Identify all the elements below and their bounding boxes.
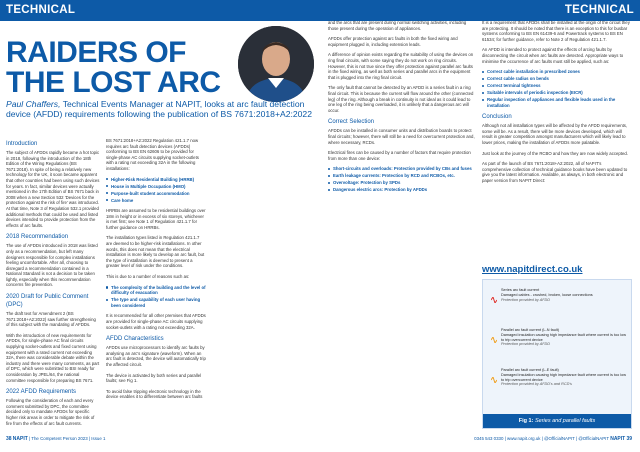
bullet-item: Care home	[106, 198, 206, 204]
paragraph: Just look at the journey of the RCBO and how they are now widely accepted.	[482, 150, 628, 156]
bullet-item: Correct terminal tightness	[482, 83, 630, 89]
section-heading: Introduction	[6, 141, 38, 147]
napit-direct-link[interactable]: www.napitdirect.co.uk	[482, 264, 583, 275]
paragraph: BS 7671:2018+A2:2022 Regulation 421.1.7 now requires arc fault detection devices (AFDDs) conforming to BS EN 62606 to be provided for single-phase AC circuits supplying socket-outlets with a rating not exceeding 32A in the following installations:	[106, 138, 199, 171]
page-footer: 0345 543 0330 | www.napit.org.uk | @OfficialNAPIT | @OfficialNAPIT NAPIT 39	[474, 436, 632, 442]
figure-row: Series arc fault current Damaged cables - crushed, broken, loose connections Protection provided by AFDD	[501, 288, 593, 302]
paragraph: The subject of AFDDs rapidly became a hot topic in 2018, following the introduction of the 18th Edition of the Wiring Regulations (BS 7671:2018). In spite of being a relatively new technology for the UK, it soon became apparent that other countries had been using such devices for years. In fact, similar devices were actually mentioned in the 17th Edition of BS 7671 back in 2008 when a new Section 532 'Devices for the protection against the risk of fire' was introduced. At that time, Note 3 of Regulation 532.1 provided additional methods that could be used and listed devices intended to provide protection from the effects of arc faults.	[6, 150, 100, 228]
paragraph: Following the consideration of each and every comment submitted by DPC, the committee decided only to mandate AFDDs for specific higher risk areas in order to mitigate the risk of fire from the effects of arc fault currents.	[6, 398, 95, 426]
paragraph: AFDDs use microprocessors to identify arc faults by analysing an arc's signature (waveform). When an arc fault is detected, the device will automatically trip the affected circuit.	[106, 345, 206, 367]
text-column-1	[6, 138, 100, 431]
bullet-list	[106, 177, 206, 204]
author-portrait-icon	[238, 26, 314, 102]
section-heading: Conclusion	[482, 114, 512, 121]
section-banner: TECHNICAL	[320, 0, 640, 21]
bullet-item: Suitable intervals of periodic inspection (EICR)	[482, 90, 630, 96]
text-column-3	[328, 20, 476, 198]
figure-row: Parallel arc fault current (L-E fault) Damaged insulation causing high impedance fault where current is too low to trip overcurrent device Protection provided by AFDD's and RCD's	[501, 368, 626, 387]
bullet-item: The type and capability of each user having been considered	[106, 297, 206, 308]
bullet-item: Higher-Risk Residential Building (HRRB)	[106, 177, 206, 183]
paragraph: The only fault that cannot be detected by an AFDD is a series fault in a ring final circuit. This is because the current will flow around the other (connected leg) of the ring. Although a break in continuity is not ideal as it could lead to one leg of the ring being overloaded, it is unlikely that a dangerous arc will occur.	[328, 85, 474, 113]
web-link[interactable]: www.napit.org.uk	[507, 436, 541, 441]
twitter-link[interactable]: @OfficialNAPIT	[544, 436, 575, 441]
page-footer: 38 NAPIT | The Competent Person 2023 | Issue 1	[6, 436, 106, 442]
napit-direct-link-wrap	[482, 265, 630, 273]
bullet-list	[482, 69, 630, 108]
paragraph: Electrical fires can be caused by a number of factors that require protection from more than one device:	[328, 150, 471, 161]
paragraph: The use of AFDDs introduced in 2018 was listed only as a recommendation, but left many designers responsible for complex installations feeling uncomfortable. After all, choosing to disregard a recommendation contained in a National Standard is not a decision to be taken lightly, especially when this recommendation concerns fire prevention.	[6, 243, 98, 288]
paragraph: HRRBs are assumed to be residential buildings over 18m in height or in excess of six storeys, whichever is met first; see Note 1 of Regulation 421.1.7 for further guidance on HRRBs.	[106, 208, 206, 230]
paragraph: It is a requirement that AFDDs shall be installed at the origin of the circuit they are protecting. It should be noted that there is an exception to this for busbar systems conforming to BS EN 61439-6 and Powertrack systems to BS EN 61534; for further guidance, refer to Note 2 of Regulation 421.1.7.	[482, 20, 630, 42]
section-heading: 2018 Recommendation	[6, 234, 69, 241]
paragraph: This is due to a number of reasons such as:	[106, 274, 190, 280]
parallel-ln-fault-legend-icon	[491, 330, 497, 336]
paragraph: and the arcs that are present during normal switching activities, including those present during the operation of appliances.	[328, 20, 467, 31]
paragraph: The installation types listed in Regulation 421.1.7 are deemed to be higher-risk installations. In other words, this does not mean that the electrical installation is more likely to develop an arc fault, but the type of installation is deemed to present a greater level of risk under the conditions.	[106, 235, 205, 269]
paragraph: Although not all installation types will be affected by the AFDD requirements, some will be. As a result, there will be more devices developed, which will result in greater competition amongst manufacturers which will likely lead to lower prices, making the installation of AFDDs more palatable.	[482, 123, 628, 146]
bullet-item: Overvoltage: Protection by SPDs	[328, 180, 476, 186]
text-column-2	[106, 138, 206, 405]
bullet-item: Correct cable installation in prescribed zones	[482, 69, 630, 75]
paragraph: To avoid false tripping electronic technology in the device enables it to differentiate between arc faults	[106, 388, 203, 400]
bullet-item: Short-circuits and overloads: Protection provided by CBs and fuses	[328, 166, 476, 172]
bullet-item: Earth leakage currents: Protection by RCD and RCBOs, etc.	[328, 173, 476, 179]
bullet-list	[328, 166, 476, 193]
paragraph: It is recommended for all other premises that AFDDs are provided for single-phase AC circuits supplying socket-outlets with a rating not exceeding 32A.	[106, 313, 206, 330]
paragraph: With the introduction of new requirements for AFDDs, for single-phase AC final circuits supplying socket-outlets and fixed current using equipment with a rated current not exceeding 32A, there was considerable debate within the industry and there were many comments, as part of DPC, which were submitted to BSI ready for consideration by JPEL/64, the national committee responsible for preparing BS 7671.	[6, 332, 100, 383]
paragraph: The draft text for Amendment 2 (BS 7671:2018+A2:2022) saw further strengthening of this subject with the mandating of AFDDs.	[6, 311, 96, 328]
section-heading: 2022 AFDD Requirements	[6, 389, 77, 396]
bullet-item: House in Multiple Occupation (HMO)	[106, 184, 206, 190]
figure-caption: Fig 1: Series and parallel faults	[483, 414, 631, 428]
parallel-le-fault-legend-icon	[491, 370, 497, 376]
bullet-item: Dangerous electric arcs: Protection by AFDDs	[328, 187, 476, 193]
paragraph: AFDDs offer protection against arc faults in both the fixed wiring and equipment plugged in, including extension leads.	[328, 36, 458, 47]
series-fault-legend-icon	[491, 290, 497, 296]
paragraph: An AFDD is intended to protect against the effects of arcing faults by disconnecting the circuit when arc faults are detected. Appropriate ways to minimise the occurrence of arc faults must still be applied, such as:	[482, 47, 624, 64]
section-banner: TECHNICAL	[0, 0, 320, 21]
right-page	[320, 0, 640, 452]
paragraph: As part of the launch of BS 7671:2018+A2:2022, all of NAPIT's comprehensive collection of technical guidance books have been updated to give you the latest information. Available, as always, in both electronic and paper version from NAPIT Direct:	[482, 161, 628, 184]
figure-row: Parallel arc fault current (L-N fault) Damaged insulation causing high impedance fault where current is too low to trip overcurrent device Protection provided by AFDD	[501, 328, 626, 347]
author-photo	[238, 26, 314, 102]
bullet-list	[106, 285, 206, 309]
text-column-4	[482, 20, 630, 189]
article-intro: Paul Chaffers, Technical Events Manager at NAPIT, looks at arc fault detection device (AFDD) requirements following the publication of BS 7671:2018+A2:2022	[6, 99, 312, 119]
article-title: RAIDERS OF THE LOST ARC	[6, 36, 221, 99]
bullet-item: Correct cable radius on bends	[482, 76, 630, 82]
section-heading: AFDD Characteristics	[106, 336, 164, 343]
paragraph: AFDDs can be installed in consumer units and distribution boards to protect final circuits; however, there will still be a need for overcurrent protection and, where necessary, RCDs.	[328, 128, 475, 145]
bullet-item: The complexity of the building and the level of difficulty of evacuation	[106, 285, 206, 296]
section-heading: Correct Selection	[328, 119, 375, 126]
paragraph: A difference of opinion exists regarding the suitability of using the devices on ring final circuits, with some saying they do not work on ring circuits. However, this is not true since they offer protection against parallel arc faults in the fixed wiring, as well as both series and parallel arcs in the equipment that is plugged into the ring final circuit.	[328, 52, 474, 80]
section-heading: 2020 Draft for Public Comment (DPC)	[6, 294, 89, 309]
paragraph: The device is activated by both series and parallel faults; see Fig 1.	[106, 372, 202, 384]
bullet-item: Purpose-built student accommodation	[106, 191, 206, 197]
bullet-item: Regular inspection of appliances and flexible leads used in the installation	[482, 97, 630, 108]
figure-1	[482, 279, 632, 429]
facebook-link[interactable]: @OfficialNAPIT	[578, 436, 609, 441]
